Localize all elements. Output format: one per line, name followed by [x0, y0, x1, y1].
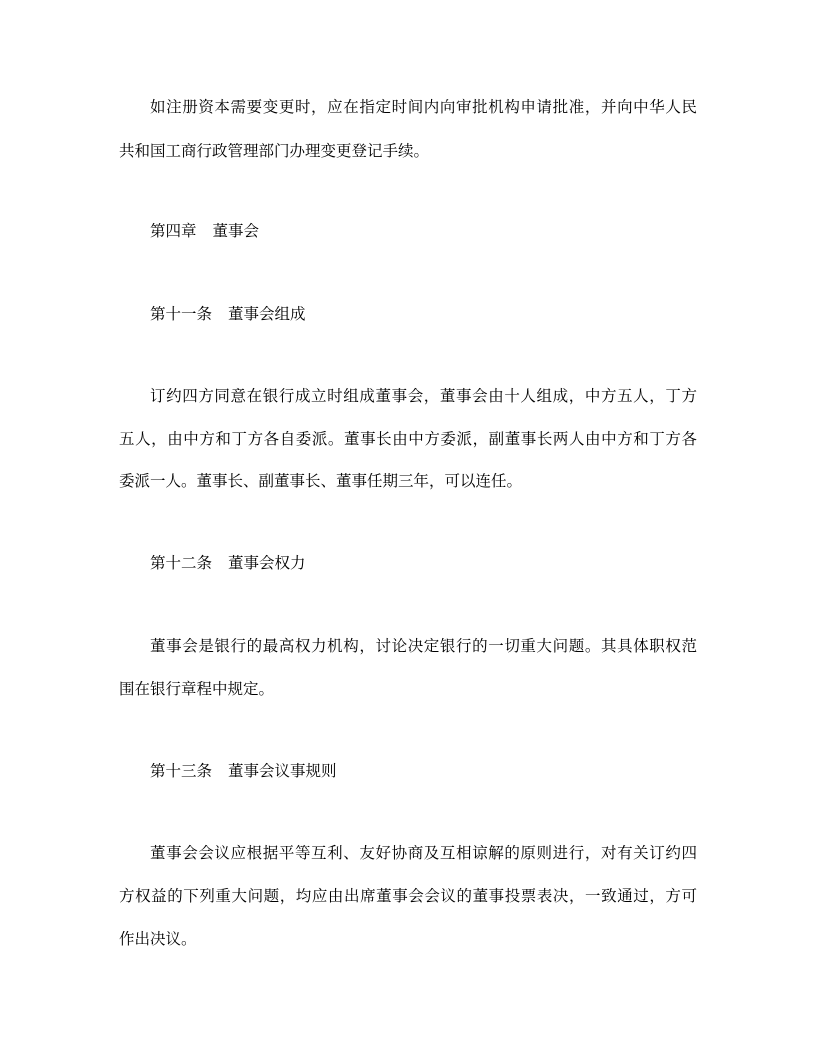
article-number: 第十一条 [150, 305, 213, 323]
paragraph-line: 订约四方同意在银行成立时组成董事会，董事会由十人组成，中方五人，丁方 [150, 387, 697, 405]
paragraph-line: 五人，由中方和丁方各自委派。董事长由中方委派，副董事长两人由中方和丁方各 [119, 430, 697, 448]
article-heading [150, 553, 306, 573]
paragraph-line: 共和国工商行政管理部门办理变更登记手续。 [119, 142, 430, 160]
article-title: 董事会权力 [228, 554, 306, 572]
paragraph-line: 作出决议。 [119, 930, 197, 948]
chapter-heading [150, 221, 259, 241]
paragraph-line: 方权益的下列重大问题，均应由出席董事会会议的董事投票表决，一致通过，方可 [119, 887, 697, 905]
article-number: 第十二条 [150, 554, 213, 572]
paragraph-line: 董事会会议应根据平等互利、友好协商及互相谅解的原则进行，对有关订约四 [150, 844, 697, 862]
paragraph-line: 委派一人。董事长、副董事长、董事任期三年，可以连任。 [119, 472, 523, 490]
article-heading [150, 761, 337, 781]
paragraph-line: 围在银行章程中规定。 [119, 680, 275, 698]
chapter-number: 第四章 [150, 222, 197, 240]
article-title: 董事会议事规则 [228, 762, 337, 780]
article-heading [150, 304, 306, 324]
chapter-title: 董事会 [212, 222, 260, 240]
paragraph-line: 如注册资本需要变更时，应在指定时间内向审批机构申请批准，并向中华人民 [150, 98, 697, 116]
article-number: 第十三条 [150, 762, 213, 780]
article-title: 董事会组成 [228, 305, 306, 323]
paragraph-line: 董事会是银行的最高权力机构，讨论决定银行的一切重大问题。其具体职权范 [150, 637, 697, 655]
